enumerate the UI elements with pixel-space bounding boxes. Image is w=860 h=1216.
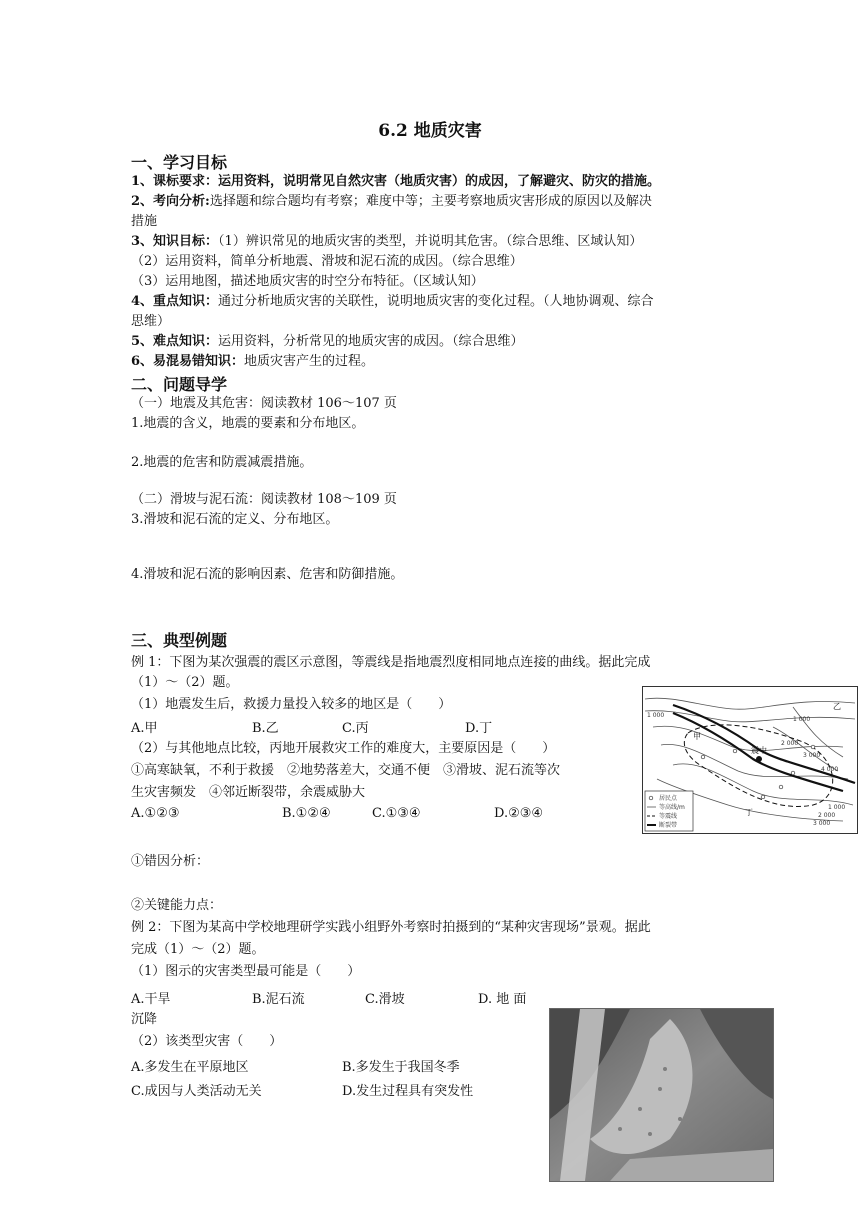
place-label: 丁 (745, 808, 753, 817)
answer-option: C.成因与人类活动无关 (131, 1084, 262, 1099)
page-title: 6.2 地质灾害 (378, 121, 482, 141)
objective-label: 5、难点知识： (131, 334, 219, 349)
answer-option: C.①③④ (372, 806, 421, 821)
example-text: （1）～（2）题。 (131, 675, 239, 690)
map-legend (645, 791, 693, 831)
answer-option: D.丁 (465, 721, 493, 736)
objective-line (131, 232, 642, 252)
disaster-site-photo (549, 1008, 774, 1182)
answer-option: C.滑坡 (365, 992, 405, 1007)
answer-option: B.①②④ (282, 806, 331, 821)
answer-option: D.②③④ (494, 806, 544, 821)
key-ability-label: ②关键能力点： (131, 898, 223, 913)
objective-line: （3）运用地图，描述地质灾害的时空分布特征。（区域认知） (131, 274, 484, 289)
place-label: 乙 (833, 702, 841, 711)
example-statement: ①高寒缺氧，不利于救援 ②地势落差大，交通不便 ③滑坡、泥石流等次 (131, 763, 561, 778)
objective-text: 地质灾害产生的过程。 (244, 354, 375, 369)
example-question: （2）与其他地点比较，丙地开展救灾工作的难度大，主要原因是（ ） (131, 741, 556, 756)
contour-label: 3 000 (813, 820, 831, 827)
contour-label: 2 000 (818, 812, 836, 819)
answer-option: C.丙 (342, 721, 369, 736)
objective-label: 3、知识目标： (131, 234, 219, 249)
objective-line (131, 352, 374, 372)
answer-option: A.①②③ (131, 806, 180, 821)
objective-line: 1、课标要求：运用资料，说明常见自然灾害（地质灾害）的成因，了解避灾、防灾的措施。 (131, 174, 661, 189)
place-label: 甲 (693, 732, 701, 741)
objective-label: 4、重点知识： (131, 294, 219, 309)
place-label: 震中 (751, 746, 767, 755)
example-statement: 生灾害频发 ④邻近断裂带，余震威胁大 (131, 785, 366, 800)
example-question: （1）地震发生后，救援力量投入较多的地区是（ ） (131, 697, 452, 712)
objective-line: 措施 (131, 214, 158, 229)
earthquake-zone-map (642, 686, 858, 834)
error-analysis-label: ①错因分析： (131, 854, 210, 869)
contour-label: 1 000 (793, 716, 811, 723)
guide-question: 2.地震的危害和防震减震措施。 (131, 455, 313, 470)
settlement-marker (701, 755, 705, 759)
legend-label: 等震线 (659, 813, 678, 820)
contour-label: 3 000 (803, 752, 821, 759)
section-heading-objectives: 一、学习目标 (131, 153, 228, 172)
settlement-marker (779, 785, 783, 789)
objective-text: 通过分析地质灾害的关联性，说明地质灾害的变化过程。（人地协调观、综合 (218, 294, 654, 309)
answer-option: A.多发生在平原地区 (131, 1060, 249, 1075)
legend-label: 居民点 (659, 795, 678, 802)
isoseismal-line (684, 725, 832, 807)
settlement-marker (733, 749, 737, 753)
objective-line: 思维） (131, 314, 171, 329)
objective-text: （1）辨识常见的地质灾害的类型，并说明其危害。（综合思维、区域认知） (218, 234, 643, 249)
answer-option: D.发生过程具有突发性 (342, 1084, 474, 1099)
example-question: （2）该类型灾害（ ） (131, 1034, 283, 1049)
guide-question: 1.地震的含义，地震的要素和分布地区。 (131, 416, 365, 431)
guide-question: 3.滑坡和泥石流的定义、分布地区。 (131, 512, 339, 527)
contour-label: 1 000 (647, 712, 665, 719)
objective-line (131, 192, 652, 212)
answer-option: A.甲 (131, 721, 158, 736)
objective-label: 6、易混易错知识： (131, 354, 245, 369)
contour-label: 2 000 (781, 740, 799, 747)
example-text: 完成（1）～（2）题。 (131, 942, 265, 957)
answer-option: B.泥石流 (252, 992, 305, 1007)
legend-label: 等高线/m (659, 804, 685, 811)
settlement-marker (761, 795, 765, 799)
example-text: 例 1：下图为某次强震的震区示意图，等震线是指地震烈度相同地点连接的曲线。据此完成 (131, 655, 651, 670)
objective-line: （2）运用资料，简单分析地震、滑坡和泥石流的成因。（综合思维） (131, 254, 523, 269)
section-heading-guide: 二、问题导学 (131, 375, 228, 394)
contour-label: 4 000 (821, 766, 839, 773)
guide-question: 4.滑坡和泥石流的影响因素、危害和防御措施。 (131, 567, 404, 582)
settlement-marker (791, 771, 795, 775)
objective-line (131, 332, 524, 352)
section-heading-examples: 三、典型例题 (131, 631, 228, 650)
guide-part: （二）滑坡与泥石流：阅读教材 108～109 页 (131, 492, 397, 507)
example-question: （1）图示的灾害类型最可能是（ ） (131, 964, 361, 979)
answer-option: D. 地 面 (478, 992, 527, 1007)
objective-label: 2、考向分析: (131, 194, 210, 209)
settlement-marker (811, 745, 815, 749)
epicenter-marker (756, 756, 762, 762)
objective-text: 运用资料，分析常见的地质灾害的成因。（综合思维） (218, 334, 524, 349)
objective-text: 选择题和综合题均有考察；难度中等；主要考察地质灾害形成的原因以及解决 (209, 194, 652, 209)
objective-line (131, 292, 654, 312)
answer-option: B.多发生于我国冬季 (342, 1060, 460, 1075)
answer-option-wrap: 沉降 (131, 1012, 158, 1027)
answer-option: A.干旱 (131, 992, 171, 1007)
contour-label: 1 000 (828, 804, 846, 811)
guide-part: （一）地震及其危害：阅读教材 106～107 页 (131, 396, 397, 411)
example-text: 例 2：下图为某高中学校地理研学实践小组野外考察时拍摄到的“某种灾害现场”景观。据此 (131, 920, 651, 935)
answer-option: B.乙 (252, 721, 279, 736)
legend-label: 断裂带 (659, 822, 678, 829)
